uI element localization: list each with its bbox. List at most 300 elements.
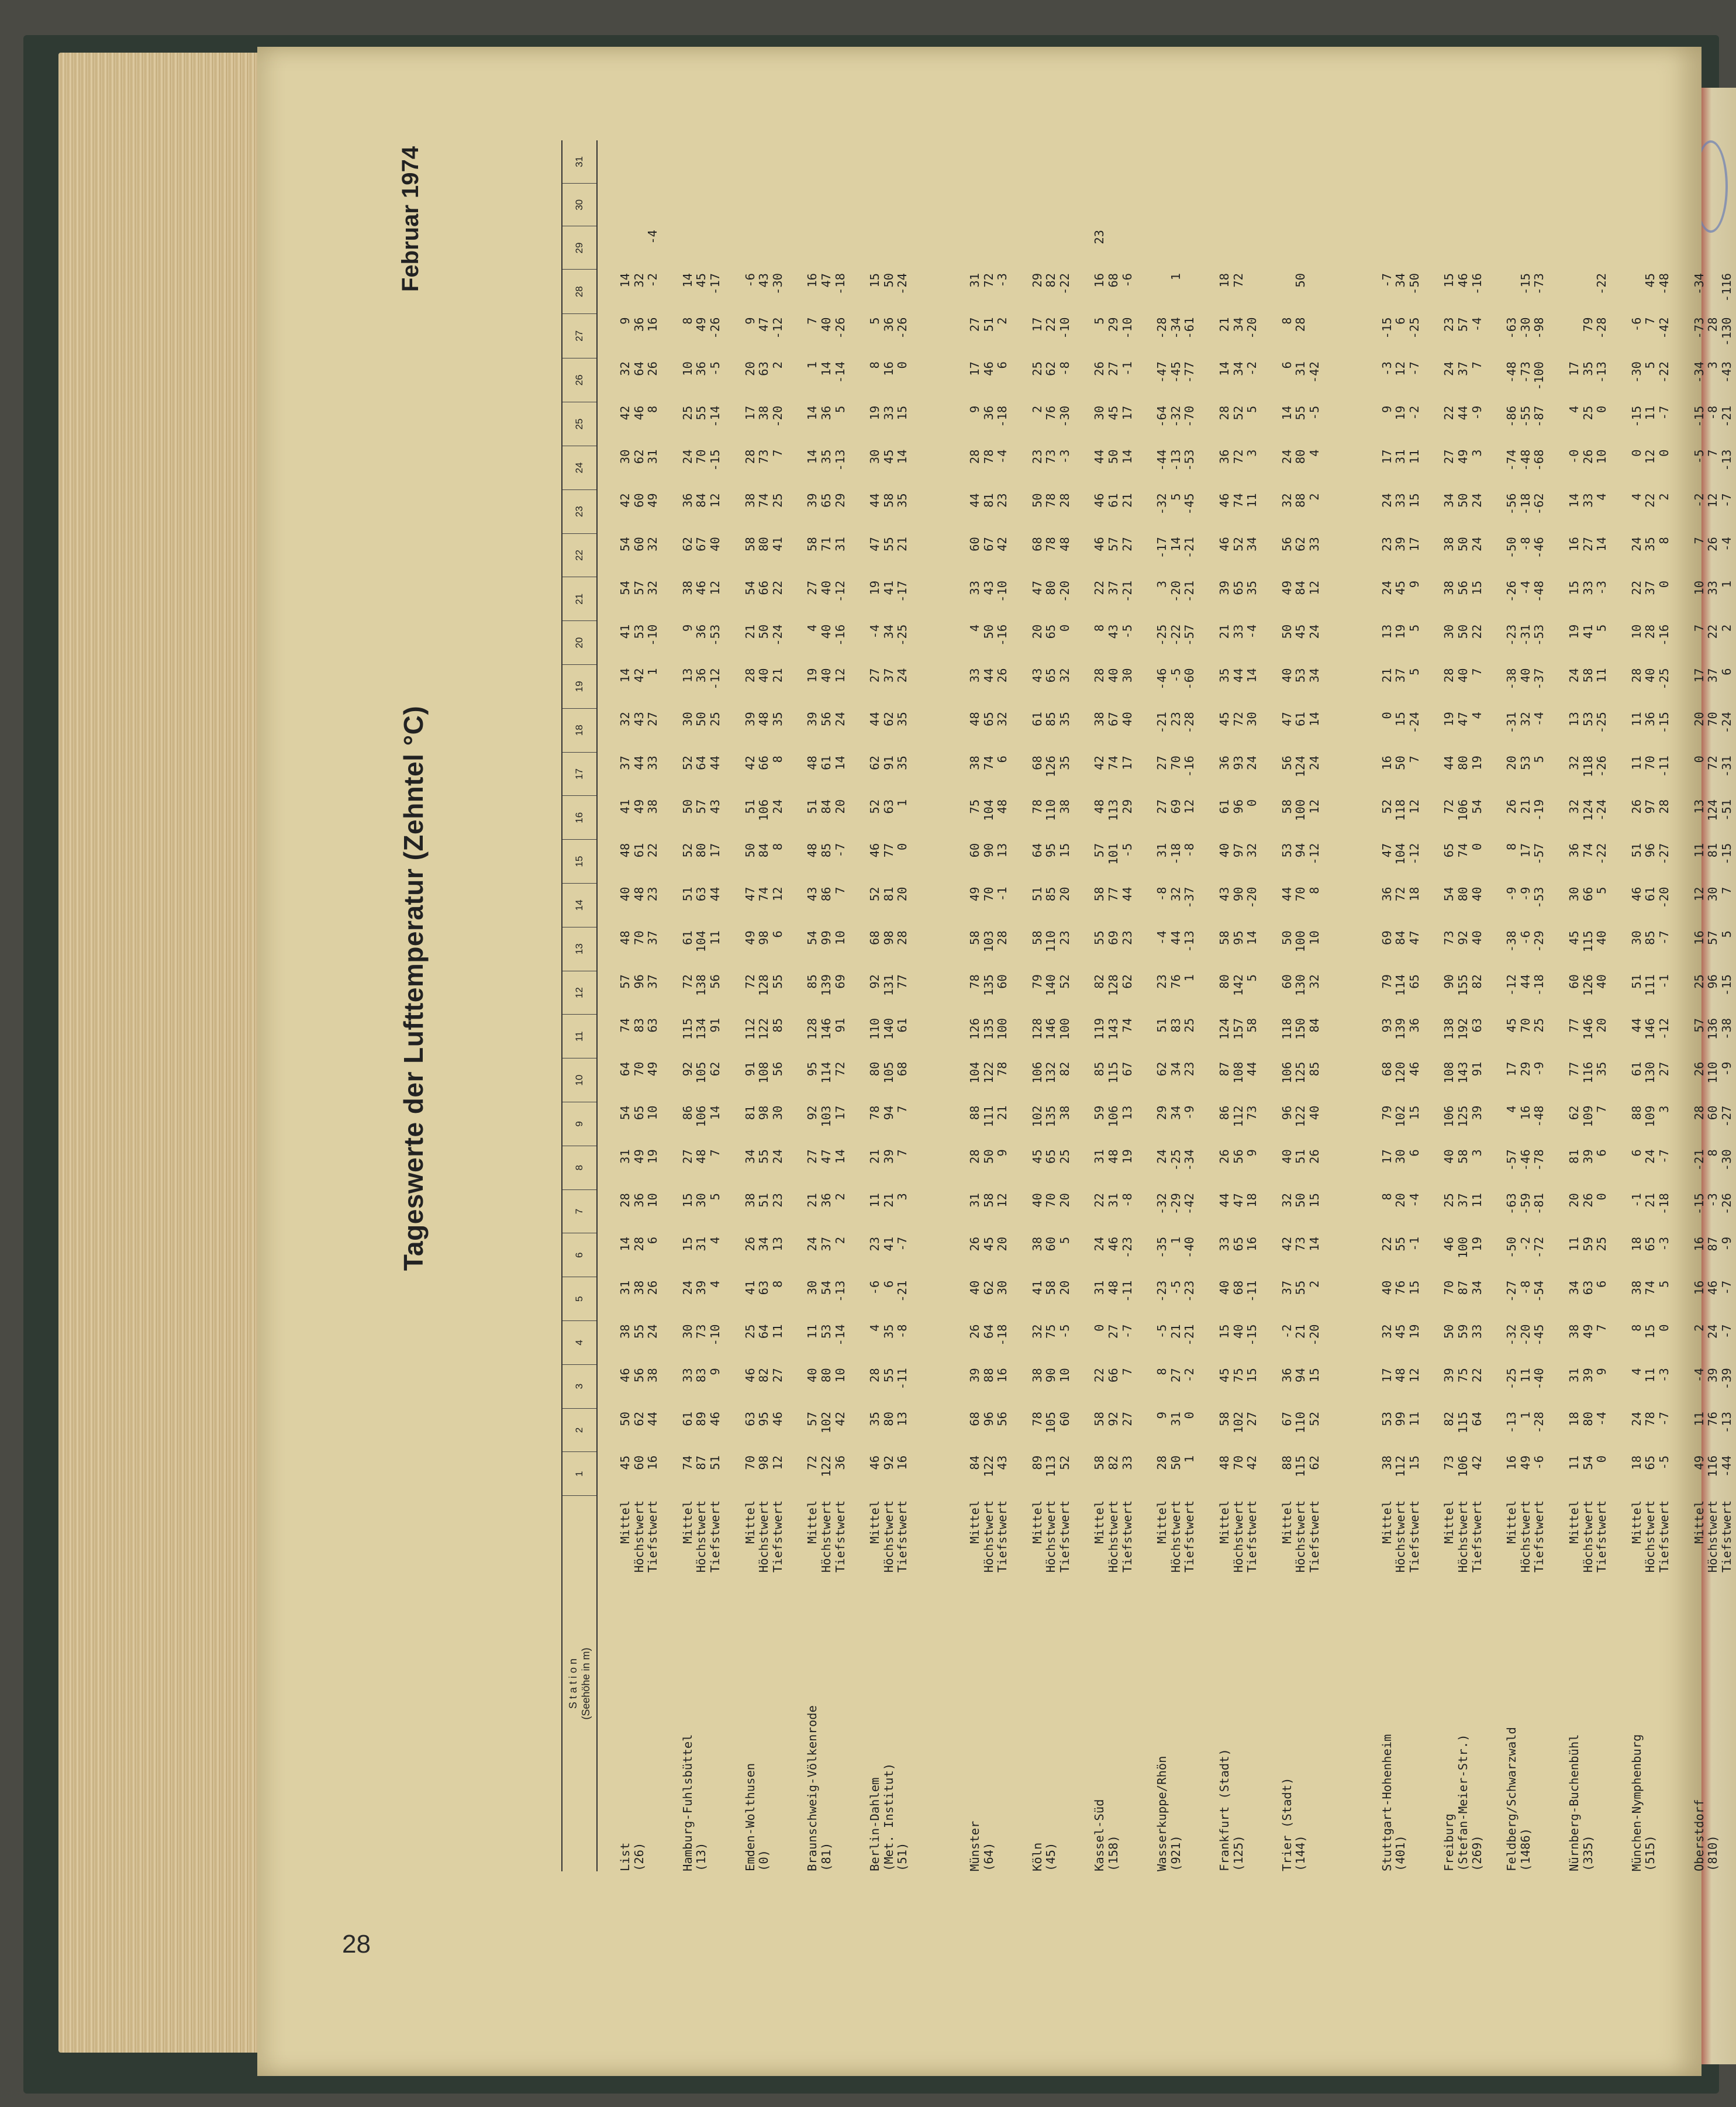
- value-cell: 50: [1279, 930, 1294, 945]
- value-cell: 24: [1307, 624, 1321, 639]
- value-cell: 27: [1656, 1061, 1671, 1077]
- temperature-table-body: [597, 140, 1736, 1871]
- value-cell: 41: [881, 580, 896, 595]
- value-cell: 130: [1293, 974, 1308, 996]
- value-cell: 50: [618, 1412, 632, 1426]
- value-cell: 69: [1168, 799, 1183, 814]
- value-cell: -20: [1245, 317, 1259, 339]
- value-cell: 49: [1580, 1324, 1595, 1339]
- value-cell: 44: [1092, 449, 1107, 464]
- quantity-label: Mittel: [1279, 1500, 1294, 1544]
- value-cell: -20: [1518, 1324, 1533, 1346]
- value-cell: 60: [631, 1455, 646, 1470]
- value-cell: 48: [694, 1149, 709, 1164]
- value-cell: 103: [819, 1105, 833, 1127]
- value-cell: 20: [1057, 1280, 1072, 1295]
- value-cell: 32: [646, 537, 660, 551]
- value-cell: 78: [1030, 799, 1044, 814]
- value-cell: 84: [757, 843, 771, 858]
- value-cell: 25: [1057, 1149, 1072, 1164]
- value-cell: [982, 140, 996, 184]
- value-cell: -38: [1504, 930, 1519, 953]
- value-cell: 46: [694, 580, 709, 595]
- value-cell: 27: [770, 1368, 785, 1382]
- value-cell: -42: [1182, 1193, 1197, 1215]
- value-cell: 66: [757, 580, 771, 595]
- table-row: [771, 140, 785, 1871]
- value-cell: 44: [1168, 930, 1183, 945]
- value-cell: 66: [1106, 1368, 1121, 1382]
- value-cell: 58: [967, 930, 982, 945]
- value-cell: 20: [833, 799, 847, 814]
- value-cell: 60: [1279, 974, 1294, 989]
- value-cell: 4: [1504, 1105, 1519, 1113]
- value-cell: 33: [1469, 1324, 1484, 1339]
- value-cell: 48: [1057, 537, 1072, 551]
- value-cell: 106: [1442, 1105, 1457, 1127]
- value-cell: 51: [680, 887, 695, 902]
- value-cell: 18: [1629, 1236, 1644, 1251]
- value-cell: [1294, 226, 1308, 270]
- value-cell: 55: [694, 405, 709, 420]
- value-cell: 22: [1092, 1193, 1107, 1208]
- value-cell: 51: [1293, 1149, 1308, 1164]
- station-name-cell: [1308, 1615, 1322, 1871]
- value-cell: 0: [1057, 624, 1072, 632]
- value-cell: 57: [1706, 930, 1720, 945]
- value-cell: 38: [646, 799, 660, 814]
- value-cell: 49: [1279, 580, 1294, 595]
- value-cell: 4: [805, 624, 820, 632]
- value-cell: 85: [1643, 930, 1658, 945]
- value-cell: 50: [981, 624, 996, 639]
- value-cell: -50: [1407, 273, 1421, 295]
- value-cell: 37: [1455, 1193, 1470, 1208]
- value-cell: 46: [743, 1368, 757, 1382]
- value-cell: 76: [1044, 405, 1058, 420]
- value-cell: 5: [833, 405, 847, 413]
- quantity-label: Tiefstwert: [1057, 1500, 1072, 1573]
- value-cell: 57: [1106, 537, 1121, 551]
- value-cell: -10: [646, 624, 660, 646]
- value-cell: 21: [881, 1193, 896, 1208]
- value-cell: 50: [1293, 273, 1308, 288]
- value-cell: 14: [618, 668, 632, 683]
- value-cell: [1720, 140, 1734, 184]
- value-cell: 7: [1692, 537, 1706, 544]
- value-cell: [1442, 184, 1457, 226]
- value-cell: 45: [881, 449, 896, 464]
- value-cell: 103: [981, 930, 996, 953]
- value-cell: 71: [819, 537, 833, 551]
- value-cell: 49: [967, 887, 982, 902]
- value-cell: [1218, 226, 1232, 270]
- value-cell: -1: [1629, 1193, 1644, 1208]
- value-cell: 3: [1469, 1149, 1484, 1157]
- value-cell: 11: [1629, 756, 1644, 770]
- value-cell: 24: [1629, 1412, 1644, 1426]
- value-cell: 4: [1629, 493, 1644, 501]
- value-cell: 24: [1245, 756, 1259, 770]
- value-cell: 16: [646, 1455, 660, 1470]
- value-cell: 72: [1231, 273, 1245, 288]
- value-cell: -23: [1504, 624, 1519, 646]
- value-cell: 54: [618, 580, 632, 595]
- value-cell: 4: [1566, 405, 1581, 413]
- value-cell: -8: [1706, 405, 1720, 420]
- value-cell: 64: [1030, 843, 1044, 858]
- value-cell: 24: [1566, 668, 1581, 683]
- value-cell: 17: [833, 1105, 847, 1120]
- value-cell: -13: [833, 449, 847, 471]
- value-cell: 63: [1580, 1280, 1595, 1295]
- value-cell: [1706, 270, 1720, 314]
- value-cell: 32: [1279, 1193, 1294, 1208]
- value-cell: 40: [618, 887, 632, 902]
- value-cell: -16: [1182, 756, 1197, 778]
- value-cell: 16: [805, 273, 820, 288]
- value-cell: 11: [805, 1324, 820, 1339]
- value-cell: -30: [770, 273, 785, 295]
- value-cell: 77: [1106, 887, 1121, 902]
- value-cell: 14: [819, 361, 833, 376]
- value-cell: -11: [1245, 1280, 1259, 1302]
- value-cell: 16: [881, 361, 896, 376]
- station-spacer: [1547, 140, 1568, 1871]
- value-cell: -12: [833, 580, 847, 602]
- value-cell: 32: [1057, 668, 1072, 683]
- value-cell: 75: [967, 799, 982, 814]
- value-cell: -5: [1155, 1324, 1169, 1339]
- quantity-label: Tiefstwert: [1719, 1500, 1734, 1573]
- value-cell: -26: [1504, 580, 1519, 602]
- value-cell: 45: [1217, 712, 1232, 727]
- value-cell: [806, 226, 820, 270]
- value-cell: 76: [1168, 974, 1183, 989]
- value-cell: -23: [1155, 1280, 1169, 1302]
- value-cell: [1308, 270, 1322, 314]
- value-cell: 60: [1044, 1236, 1058, 1251]
- value-cell: -77: [1182, 361, 1197, 384]
- value-cell: 27: [868, 668, 882, 683]
- station-name-cell: (269): [1469, 1835, 1484, 1871]
- value-cell: 33: [1580, 493, 1595, 508]
- value-cell: -13: [833, 1280, 847, 1302]
- value-cell: 56: [995, 1412, 1010, 1426]
- value-cell: 46: [1217, 537, 1232, 551]
- value-cell: [820, 184, 834, 226]
- value-cell: 122: [1293, 1105, 1308, 1127]
- value-cell: 74: [618, 1018, 632, 1033]
- value-cell: -4: [1469, 317, 1484, 332]
- value-cell: 48: [1092, 799, 1107, 814]
- value-cell: 51: [981, 317, 996, 332]
- value-cell: 40: [1120, 712, 1134, 727]
- value-cell: 88: [1629, 1105, 1644, 1120]
- value-cell: 26: [1580, 449, 1595, 464]
- value-cell: 62: [631, 1412, 646, 1426]
- value-cell: [757, 226, 771, 270]
- value-cell: 59: [1455, 1324, 1470, 1339]
- value-cell: -44: [1719, 1455, 1734, 1477]
- value-cell: 79: [1379, 1105, 1394, 1120]
- value-cell: 70: [694, 449, 709, 464]
- value-cell: 58: [981, 1193, 996, 1208]
- value-cell: 49: [694, 317, 709, 332]
- value-cell: [1308, 314, 1322, 358]
- value-cell: -26: [707, 317, 722, 339]
- value-cell: 70: [1442, 1280, 1457, 1295]
- value-cell: 45: [1504, 1018, 1519, 1033]
- value-cell: 17: [1518, 843, 1533, 858]
- value-cell: 40: [1518, 668, 1533, 683]
- value-cell: [1121, 140, 1135, 184]
- value-cell: 74: [1231, 493, 1245, 508]
- value-cell: -21: [1182, 580, 1197, 602]
- value-cell: -130: [1719, 317, 1734, 346]
- value-cell: 38: [1057, 1105, 1072, 1120]
- value-cell: [1183, 270, 1197, 314]
- value-cell: [1505, 226, 1519, 270]
- value-cell: 34: [1231, 317, 1245, 332]
- value-cell: 49: [1518, 1455, 1533, 1470]
- value-cell: 61: [631, 843, 646, 858]
- value-cell: 25: [1532, 1018, 1547, 1033]
- value-cell: 69: [1106, 930, 1121, 945]
- value-cell: -8: [1120, 1193, 1134, 1208]
- value-cell: 56: [1279, 537, 1294, 551]
- value-cell: -87: [1532, 405, 1547, 427]
- value-cell: 38: [743, 493, 757, 508]
- value-cell: 2: [1719, 624, 1734, 632]
- value-cell: 60: [631, 537, 646, 551]
- value-cell: 73: [757, 449, 771, 464]
- value-cell: 114: [819, 1061, 833, 1084]
- value-cell: -32: [1155, 493, 1169, 515]
- value-cell: [1595, 140, 1609, 184]
- day-header-24: 24: [562, 446, 597, 490]
- value-cell: 89: [694, 1412, 709, 1426]
- value-cell: 0: [1245, 799, 1259, 807]
- value-cell: 52: [680, 843, 695, 858]
- table-row: [1394, 140, 1408, 1871]
- value-cell: 17: [1407, 537, 1421, 551]
- quantity-label: Höchstwert: [819, 1500, 833, 1573]
- value-cell: 27: [1106, 361, 1121, 376]
- value-cell: [1693, 184, 1707, 226]
- value-cell: 55: [631, 1324, 646, 1339]
- value-cell: 91: [743, 1061, 757, 1077]
- value-cell: 50: [1030, 493, 1044, 508]
- value-cell: 59: [1580, 1236, 1595, 1251]
- value-cell: 54: [1442, 887, 1457, 902]
- value-cell: 65: [1643, 1236, 1658, 1251]
- value-cell: 31: [1293, 361, 1308, 376]
- value-cell: -64: [1155, 405, 1169, 427]
- value-cell: [896, 226, 910, 270]
- value-cell: 65: [1407, 974, 1421, 989]
- value-cell: 27: [805, 1149, 820, 1164]
- value-cell: -34: [1692, 361, 1706, 384]
- value-cell: 64: [981, 1324, 996, 1339]
- value-cell: 34: [881, 624, 896, 639]
- value-cell: 1: [895, 799, 910, 807]
- value-cell: 8: [1379, 1193, 1394, 1201]
- value-cell: 22: [1469, 624, 1484, 639]
- station-header-subtitle: (Seehöhe in m): [580, 1647, 592, 1720]
- station-name-cell: Freiburg: [1442, 1813, 1457, 1871]
- value-cell: 31: [833, 537, 847, 551]
- value-cell: 12: [995, 1193, 1010, 1208]
- value-cell: 20: [1566, 1193, 1581, 1208]
- value-cell: 73: [1442, 930, 1457, 945]
- value-cell: 39: [1580, 1149, 1595, 1164]
- value-cell: 33: [680, 1368, 695, 1382]
- value-cell: 26: [995, 668, 1010, 683]
- value-cell: -14: [833, 361, 847, 384]
- value-cell: 135: [981, 974, 996, 996]
- value-cell: 21: [1379, 668, 1394, 683]
- value-cell: -3: [1656, 1236, 1671, 1251]
- value-cell: 124: [1293, 756, 1308, 778]
- value-cell: -24: [1595, 799, 1609, 821]
- value-cell: -12: [1307, 843, 1321, 865]
- quantity-label: Tiefstwert: [1469, 1500, 1484, 1573]
- quantity-label: Tiefstwert: [1182, 1500, 1197, 1573]
- value-cell: [1568, 184, 1582, 226]
- value-cell: 27: [1442, 449, 1457, 464]
- quantity-label: Tiefstwert: [1532, 1500, 1547, 1573]
- value-cell: [1169, 184, 1183, 226]
- value-cell: 61: [1106, 493, 1121, 508]
- value-cell: -7: [1656, 1149, 1671, 1164]
- value-cell: [1442, 226, 1457, 270]
- value-cell: 40: [1217, 843, 1232, 858]
- value-cell: 4: [1469, 712, 1484, 719]
- quantity-label: Mittel: [805, 1500, 820, 1544]
- value-cell: 72: [1706, 756, 1720, 770]
- value-cell: 6: [1393, 317, 1408, 325]
- value-cell: 11: [1643, 1368, 1658, 1382]
- value-cell: 11: [1629, 712, 1644, 727]
- value-cell: [1380, 184, 1395, 226]
- table-row: [1044, 140, 1058, 1871]
- value-cell: 34: [1307, 668, 1321, 683]
- value-cell: -98: [1532, 317, 1547, 339]
- value-cell: 65: [1044, 668, 1058, 683]
- value-cell: 23: [1155, 974, 1169, 989]
- value-cell: 36: [1379, 887, 1394, 902]
- value-cell: 28: [1057, 493, 1072, 508]
- value-cell: -10: [707, 1324, 722, 1346]
- value-cell: 52: [1231, 537, 1245, 551]
- value-cell: 40: [757, 668, 771, 683]
- value-cell: [1505, 270, 1519, 314]
- value-cell: 24: [1442, 361, 1457, 376]
- value-cell: -53: [1182, 449, 1197, 471]
- value-cell: 3: [1706, 361, 1720, 369]
- day-header-row: [562, 140, 597, 1871]
- value-cell: 21: [895, 537, 910, 551]
- station-name-cell: Braunschweig-Völkenrode: [805, 1705, 820, 1871]
- value-cell: 50: [1455, 537, 1470, 551]
- value-cell: 53: [1293, 668, 1308, 683]
- value-cell: [1706, 184, 1720, 226]
- value-cell: 27: [1120, 537, 1134, 551]
- value-cell: 33: [1120, 1455, 1134, 1470]
- value-cell: 10: [1629, 624, 1644, 639]
- value-cell: 4: [868, 1324, 882, 1332]
- value-cell: -7: [1120, 1324, 1134, 1339]
- value-cell: 30: [1092, 405, 1107, 420]
- value-cell: [982, 184, 996, 226]
- value-cell: 35: [895, 756, 910, 770]
- value-cell: -22: [1595, 273, 1609, 295]
- station-name-cell: [1533, 1615, 1547, 1871]
- value-cell: 46: [1092, 493, 1107, 508]
- value-cell: 44: [1231, 668, 1245, 683]
- value-cell: 143: [1106, 1018, 1121, 1040]
- value-cell: 53: [631, 624, 646, 639]
- station-name-cell: (45): [1044, 1842, 1058, 1871]
- value-cell: 30: [1120, 668, 1134, 683]
- value-cell: 52: [680, 756, 695, 770]
- value-cell: 90: [981, 843, 996, 858]
- value-cell: 14: [707, 1105, 722, 1120]
- value-cell: 43: [631, 712, 646, 727]
- value-cell: 39: [694, 1280, 709, 1295]
- table-row: [896, 140, 910, 1871]
- value-cell: 36: [819, 405, 833, 420]
- value-cell: 50: [694, 712, 709, 727]
- value-cell: 16: [1692, 930, 1706, 945]
- value-cell: 41: [881, 1236, 896, 1251]
- value-cell: 64: [757, 1324, 771, 1339]
- value-cell: -4: [646, 229, 660, 244]
- table-row: [1245, 140, 1259, 1871]
- value-cell: 4: [707, 1280, 722, 1288]
- value-cell: 84: [1393, 930, 1408, 945]
- value-cell: 15: [1566, 580, 1581, 595]
- quantity-label: Mittel: [743, 1500, 757, 1544]
- value-cell: 34: [1231, 361, 1245, 376]
- value-cell: 36: [881, 317, 896, 332]
- station-name-cell: Hamburg-Fuhlsbüttel: [680, 1734, 695, 1871]
- value-cell: -25: [1407, 317, 1421, 339]
- value-cell: 26: [1092, 361, 1107, 376]
- table-row: [1693, 140, 1707, 1871]
- value-cell: 90: [1231, 887, 1245, 902]
- value-cell: 53: [819, 1324, 833, 1339]
- day-header-14: 14: [562, 884, 597, 927]
- value-cell: 68: [1231, 1280, 1245, 1295]
- station-name-cell: (81): [819, 1842, 833, 1871]
- value-cell: 61: [1217, 799, 1232, 814]
- value-cell: -26: [1595, 756, 1609, 778]
- value-cell: -2: [1692, 493, 1706, 508]
- value-cell: 13: [1379, 624, 1394, 639]
- value-cell: 96: [1643, 843, 1658, 858]
- value-cell: 19: [1469, 1236, 1484, 1251]
- value-cell: 50: [1442, 1324, 1457, 1339]
- value-cell: -12: [1504, 974, 1519, 996]
- table-row: [1294, 140, 1308, 1871]
- table-row: [695, 140, 709, 1871]
- value-cell: [1281, 140, 1295, 184]
- value-cell: 11: [1566, 1455, 1581, 1470]
- value-cell: 17: [707, 843, 722, 858]
- value-cell: 57: [1455, 317, 1470, 332]
